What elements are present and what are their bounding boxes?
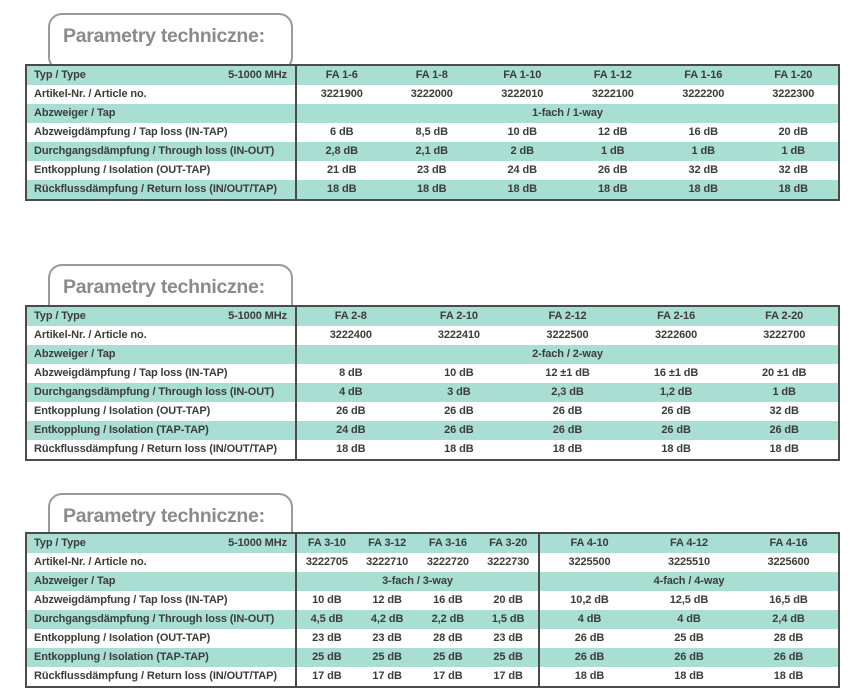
- article-number: 3222705: [296, 553, 357, 572]
- value-cell: 16 dB: [433, 594, 463, 606]
- type-label: Typ / Type: [34, 537, 86, 549]
- way-span: 1-fach / 1-way: [296, 104, 839, 123]
- value-cell: 6 dB: [296, 123, 387, 142]
- column-header: FA 4-16: [739, 533, 839, 553]
- column-header: FA 1-16: [658, 65, 749, 85]
- article-row: [26, 85, 839, 104]
- parameter-row: [26, 629, 839, 648]
- column-header: FA 1-12: [568, 65, 659, 85]
- value-cell: 23 dB: [493, 632, 523, 644]
- column-header: FA 1-6: [296, 65, 387, 85]
- value-cell: 1 dB: [658, 142, 749, 161]
- value-cell: 18 dB: [444, 443, 474, 455]
- value-cell: 26 dB: [622, 421, 731, 440]
- value-cell: 26 dB: [552, 405, 583, 417]
- value-cell: 12,5 dB: [669, 594, 709, 606]
- frequency-range: 5-1000 MHz: [228, 537, 287, 549]
- value-cell: 17 dB: [372, 670, 402, 682]
- article-number: 3225510: [667, 556, 711, 568]
- value-cell: 2,4 dB: [739, 610, 839, 629]
- parameters-table-1way: [25, 64, 840, 201]
- value-cell: 4,5 dB: [296, 610, 357, 629]
- value-cell: 3 dB: [405, 383, 514, 402]
- section3-title: Parametry techniczne:: [63, 505, 265, 527]
- article-number: 3222600: [655, 329, 698, 341]
- value-cell: 17 dB: [296, 667, 357, 687]
- article-number: 3225500: [539, 553, 639, 572]
- parameter-label: Durchgangsdämpfung / Through loss (IN-OUT): [26, 142, 296, 161]
- value-cell: 12 ±1 dB: [545, 367, 590, 379]
- way-span: 3-fach / 3-way: [296, 572, 539, 591]
- parameter-row: [26, 648, 839, 667]
- article-number: 3222500: [546, 329, 589, 341]
- value-cell: 2,3 dB: [513, 383, 622, 402]
- article-number: 3221900: [296, 85, 387, 104]
- type-row: [26, 65, 839, 85]
- parameter-label: Abzweigdämpfung / Tap loss (IN-TAP): [34, 594, 228, 606]
- value-cell: 26 dB: [598, 164, 628, 176]
- type-label: Typ / Type: [34, 69, 86, 81]
- parameter-label: Entkopplung / Isolation (OUT-TAP): [34, 632, 211, 644]
- value-cell: 18 dB: [552, 443, 583, 455]
- value-cell: 2,2 dB: [418, 610, 479, 629]
- value-cell: 12 dB: [598, 126, 628, 138]
- article-number: 3222000: [410, 88, 453, 100]
- column-header: FA 4-10: [539, 533, 639, 553]
- parameter-row: [26, 123, 839, 142]
- value-cell: 26 dB: [539, 629, 639, 648]
- parameter-row: [26, 142, 839, 161]
- value-cell: 20 dB: [778, 126, 808, 138]
- column-header: FA 2-8: [296, 306, 405, 326]
- parameter-row: [26, 402, 839, 421]
- tap-row: [26, 572, 839, 591]
- value-cell: 18 dB: [749, 180, 840, 200]
- value-cell: 26 dB: [539, 648, 639, 667]
- value-cell: 4 dB: [539, 610, 639, 629]
- value-cell: 16 dB: [688, 126, 718, 138]
- article-number: 3222300: [772, 88, 815, 100]
- tap-row: [26, 104, 839, 123]
- parameter-row: [26, 421, 839, 440]
- parameter-row: [26, 364, 839, 383]
- parameter-row: [26, 667, 839, 687]
- value-cell: 18 dB: [674, 670, 704, 682]
- value-cell: 17 dB: [433, 670, 463, 682]
- value-cell: 1 dB: [749, 142, 840, 161]
- article-number: 3222730: [487, 556, 530, 568]
- article-number: 3222100: [591, 88, 634, 100]
- value-cell: 10 dB: [444, 367, 474, 379]
- column-header: FA 4-12: [639, 533, 739, 553]
- tap-row: [26, 345, 839, 364]
- value-cell: 16 ±1 dB: [653, 367, 699, 379]
- value-cell: 26 dB: [296, 402, 405, 421]
- article-number: 3222710: [366, 556, 409, 568]
- value-cell: 26 dB: [661, 405, 691, 417]
- parameter-label: Durchgangsdämpfung / Through loss (IN-OUT): [26, 610, 296, 629]
- article-label-cell: Artikel-Nr. / Article no.: [34, 329, 147, 341]
- column-header: FA 2-16: [622, 306, 731, 326]
- parameter-label: Entkopplung / Isolation (OUT-TAP): [34, 405, 211, 417]
- type-row: [26, 533, 839, 553]
- article-number: 3222400: [296, 326, 405, 345]
- value-cell: 4,2 dB: [357, 610, 418, 629]
- column-header: FA 1-20: [749, 65, 840, 85]
- column-header: FA 3-20: [478, 533, 539, 553]
- tap-label-cell: Abzweiger / Tap: [26, 572, 296, 591]
- value-cell: 26 dB: [405, 421, 514, 440]
- value-cell: 21 dB: [296, 161, 387, 180]
- value-cell: 25 dB: [357, 648, 418, 667]
- parameter-row: [26, 383, 839, 402]
- type-row: [26, 306, 839, 326]
- value-cell: 8,5 dB: [415, 126, 448, 138]
- value-cell: 4 dB: [296, 383, 405, 402]
- parameters-table-2way: [25, 305, 840, 461]
- value-cell: 18 dB: [658, 180, 749, 200]
- parameter-row: [26, 610, 839, 629]
- frequency-range: 5-1000 MHz: [228, 310, 287, 322]
- article-number: 3225600: [767, 556, 810, 568]
- value-cell: 10 dB: [507, 126, 537, 138]
- value-cell: 18 dB: [539, 667, 639, 687]
- value-cell: 10 dB: [296, 591, 357, 610]
- section2-title: Parametry techniczne:: [63, 276, 265, 298]
- value-cell: 18 dB: [477, 180, 568, 200]
- type-label-cell: [26, 306, 296, 326]
- value-cell: 10,2 dB: [539, 591, 639, 610]
- column-header: FA 3-12: [357, 533, 418, 553]
- parameter-label: Entkopplung / Isolation (OUT-TAP): [34, 164, 211, 176]
- value-cell: 17 dB: [493, 670, 523, 682]
- article-label-cell: Artikel-Nr. / Article no.: [34, 88, 147, 100]
- value-cell: 25 dB: [418, 648, 479, 667]
- parameter-row: [26, 180, 839, 200]
- parameter-row: [26, 161, 839, 180]
- value-cell: 18 dB: [661, 443, 691, 455]
- way-span: 4-fach / 4-way: [539, 572, 839, 591]
- value-cell: 16,5 dB: [769, 594, 808, 606]
- value-cell: 8 dB: [296, 364, 405, 383]
- column-header: FA 1-10: [477, 65, 568, 85]
- parameter-label: Rückflussdämpfung / Return loss (IN/OUT/TAP): [34, 670, 277, 682]
- parameter-label: Abzweigdämpfung / Tap loss (IN-TAP): [34, 367, 228, 379]
- value-cell: 1 dB: [730, 383, 839, 402]
- tap-label-cell: Abzweiger / Tap: [26, 104, 296, 123]
- value-cell: 2,1 dB: [387, 142, 478, 161]
- value-cell: 18 dB: [773, 670, 804, 682]
- value-cell: 32 dB: [769, 405, 799, 417]
- parameter-row: [26, 440, 839, 460]
- value-cell: 1,5 dB: [478, 610, 539, 629]
- value-cell: 26 dB: [730, 421, 839, 440]
- column-header: FA 3-16: [418, 533, 479, 553]
- article-number: 3222010: [501, 88, 544, 100]
- parameter-label: Rückflussdämpfung / Return loss (IN/OUT/TAP): [26, 180, 296, 200]
- value-cell: 4 dB: [639, 610, 739, 629]
- article-row: [26, 553, 839, 572]
- value-cell: 26 dB: [739, 648, 839, 667]
- article-number: 3222700: [763, 329, 806, 341]
- type-label-cell: [26, 65, 296, 85]
- column-header: FA 2-10: [405, 306, 514, 326]
- value-cell: 32 dB: [688, 164, 718, 176]
- tap-label-cell: Abzweiger / Tap: [26, 345, 296, 364]
- value-cell: 25 dB: [296, 648, 357, 667]
- value-cell: 32 dB: [778, 164, 808, 176]
- article-row: [26, 326, 839, 345]
- value-cell: 24 dB: [296, 421, 405, 440]
- value-cell: 25 dB: [478, 648, 539, 667]
- parameter-row: [26, 591, 839, 610]
- article-number: 3222410: [437, 329, 480, 341]
- column-header: FA 2-20: [730, 306, 839, 326]
- article-number: 3222200: [682, 88, 725, 100]
- column-header: FA 2-12: [513, 306, 622, 326]
- parameter-label: Rückflussdämpfung / Return loss (IN/OUT/TAP): [34, 443, 277, 455]
- value-cell: 1 dB: [568, 142, 659, 161]
- value-cell: 23 dB: [296, 629, 357, 648]
- value-cell: 20 dB: [493, 594, 523, 606]
- article-number: 3222720: [426, 556, 469, 568]
- value-cell: 26 dB: [639, 648, 739, 667]
- value-cell: 12 dB: [372, 594, 402, 606]
- section1-title: Parametry techniczne:: [63, 25, 265, 47]
- parameter-label: Entkopplung / Isolation (TAP-TAP): [26, 421, 296, 440]
- column-header: FA 1-8: [387, 65, 478, 85]
- value-cell: 26 dB: [444, 405, 474, 417]
- article-label-cell: Artikel-Nr. / Article no.: [34, 556, 147, 568]
- parameter-label: Entkopplung / Isolation (TAP-TAP): [26, 648, 296, 667]
- parameter-label: Abzweigdämpfung / Tap loss (IN-TAP): [34, 126, 228, 138]
- parameter-label: Durchgangsdämpfung / Through loss (IN-OUT): [26, 383, 296, 402]
- value-cell: 28 dB: [773, 632, 804, 644]
- type-label-cell: [26, 533, 296, 553]
- value-cell: 20 ±1 dB: [761, 367, 807, 379]
- value-cell: 18 dB: [296, 180, 387, 200]
- value-cell: 23 dB: [372, 632, 402, 644]
- parameters-table-3way-4way: [25, 532, 840, 688]
- value-cell: 25 dB: [674, 632, 704, 644]
- value-cell: 18 dB: [387, 180, 478, 200]
- value-cell: 28 dB: [433, 632, 463, 644]
- way-span: 2-fach / 2-way: [296, 345, 839, 364]
- value-cell: 1,2 dB: [622, 383, 731, 402]
- value-cell: 2,8 dB: [296, 142, 387, 161]
- value-cell: 18 dB: [296, 440, 405, 460]
- column-header: FA 3-10: [296, 533, 357, 553]
- frequency-range: 5-1000 MHz: [228, 69, 287, 81]
- value-cell: 26 dB: [513, 421, 622, 440]
- value-cell: 18 dB: [568, 180, 659, 200]
- value-cell: 2 dB: [477, 142, 568, 161]
- value-cell: 24 dB: [507, 164, 537, 176]
- value-cell: 23 dB: [417, 164, 447, 176]
- section1-title-box: [48, 13, 293, 71]
- type-label: Typ / Type: [34, 310, 86, 322]
- value-cell: 18 dB: [769, 443, 799, 455]
